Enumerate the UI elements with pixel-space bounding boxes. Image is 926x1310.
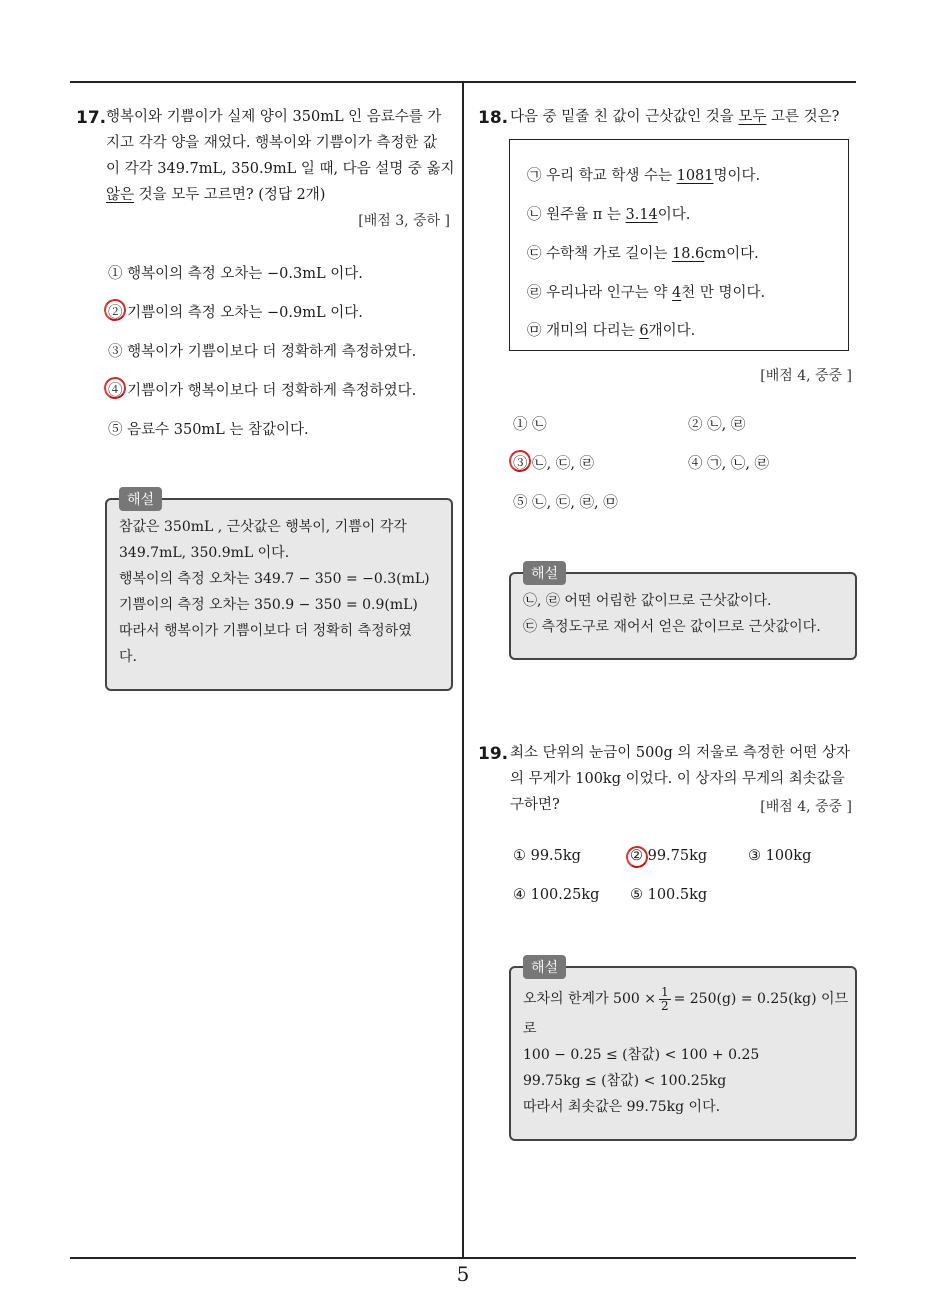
- q19-choice-1[interactable]: ① 99.5kg: [513, 848, 581, 864]
- q17-solution-line: 기쁨이의 측정 오차는 350.9 − 350 = 0.9(mL): [119, 597, 418, 613]
- q18-score: [배점 4, 중중 ]: [760, 368, 852, 384]
- q18-choice-4[interactable]: ④ ㉠, ㉡, ㉣: [688, 456, 770, 472]
- q18-choice-3[interactable]: ③ ㉡, ㉢, ㉣: [513, 456, 595, 472]
- q19-solution-line: 99.75kg ≤ (참값) < 100.25kg: [523, 1073, 727, 1089]
- q17-line-3: 이 각각 349.7mL, 350.9mL 일 때, 다음 설명 중 옳지: [106, 161, 455, 177]
- q18-choice-5[interactable]: ⑤ ㉡, ㉢, ㉣, ㉤: [513, 495, 618, 511]
- q19-solution-line: 따라서 최솟값은 99.75kg 이다.: [523, 1099, 721, 1115]
- q17-solution-line: 행복이의 측정 오차는 349.7 − 350 = −0.3(mL): [119, 571, 430, 587]
- q17-solution-tag: 해설: [119, 487, 162, 511]
- q19-solution-body: [523, 982, 849, 1120]
- q18-text-after: 고른 것은?: [766, 109, 840, 125]
- q17-solution-body: [119, 514, 441, 670]
- q18-solution-body: [523, 588, 845, 640]
- q18-number: 18.: [478, 108, 509, 128]
- q17-solution-box: [105, 492, 453, 691]
- one-half-fraction: $\frac{1}{2}$: [660, 984, 669, 1013]
- q18-statement-4: ㉣ 우리나라 인구는 약 4천 만 명이다.: [527, 285, 766, 301]
- q17-line-2: 지고 각각 양을 재었다. 행복이와 기쁨이가 측정한 값: [106, 135, 438, 151]
- q17-line-1: 행복이와 기쁨이가 실제 양이 350mL 인 음료수를 가: [106, 109, 442, 125]
- q18-solution-line: ㉢ 측정도구로 재어서 얻은 값이므로 근삿값이다.: [523, 619, 821, 635]
- q18-question-text: [510, 104, 839, 130]
- q19-solution-box: [509, 960, 857, 1141]
- q17-choice-4[interactable]: ④ 기쁨이가 행복이보다 더 정확하게 측정하였다.: [108, 383, 417, 399]
- q18-statement-2: ㉡ 원주율 π 는 3.14이다.: [527, 207, 691, 223]
- page-number: 5: [456, 1262, 470, 1286]
- q17-solution-line: 다.: [119, 649, 137, 665]
- q17-solution-line: 따라서 행복이가 기쁨이보다 더 정확히 측정하였: [119, 623, 412, 639]
- q18-statement-box: [509, 139, 849, 351]
- q19-solution-line: 로: [523, 1021, 537, 1037]
- q17-choice-5[interactable]: ⑤ 음료수 350mL 는 참값이다.: [108, 422, 309, 438]
- q19-line-1: 최소 단위의 눈금이 500g 의 저울로 측정한 어떤 상자: [510, 745, 850, 761]
- q19-choice-3[interactable]: ③ 100kg: [748, 848, 812, 864]
- q17-question-text: [106, 104, 456, 208]
- q17-score: [배점 3, 중하 ]: [358, 213, 450, 229]
- q17-line-4: [106, 182, 456, 208]
- column-divider: [462, 81, 464, 1259]
- q19-number: 19.: [478, 744, 509, 764]
- q18-choice-1[interactable]: ① ㉡: [513, 417, 547, 433]
- q19-score: [배점 4, 중중 ]: [760, 799, 852, 815]
- q17-underlined-word: 않은: [106, 187, 135, 203]
- q18-statement-1: ㉠ 우리 학교 학생 수는 1081명이다.: [527, 168, 761, 184]
- q17-solution-line: 349.7mL, 350.9mL 이다.: [119, 545, 290, 561]
- q19-line-2: 의 무게가 100kg 이었다. 이 상자의 무게의 최솟값을: [510, 771, 845, 787]
- q17-line-4-rest: 것을 모두 고르면? (정답 2개): [134, 187, 326, 203]
- q19-choice-2[interactable]: ② 99.75kg: [630, 848, 708, 864]
- q18-solution-line: ㉡, ㉣ 어떤 어림한 값이므로 근삿값이다.: [523, 593, 772, 609]
- q18-underlined-word: 모두: [738, 109, 767, 125]
- q19-line-3: 구하면?: [510, 797, 560, 813]
- q17-number: 17.: [76, 108, 107, 128]
- q17-choice-3[interactable]: ③ 행복이가 기쁨이보다 더 정확하게 측정하였다.: [108, 344, 417, 360]
- q18-statement-5: ㉤ 개미의 다리는 6개이다.: [527, 323, 696, 339]
- q19-choice-4[interactable]: ④ 100.25kg: [513, 887, 600, 903]
- q18-statement-3: ㉢ 수학책 가로 길이는 18.6cm이다.: [527, 246, 759, 262]
- q19-solution-tag: 해설: [523, 955, 566, 979]
- q18-text-before: 다음 중 밑줄 친 값이 근삿값인 것을: [510, 109, 739, 125]
- q18-solution-box: [509, 566, 857, 660]
- q18-solution-tag: 해설: [523, 561, 566, 585]
- q18-choice-2[interactable]: ② ㉡, ㉣: [688, 417, 746, 433]
- q17-solution-line: 참값은 350mL , 근삿값은 행복이, 기쁨이 각각: [119, 519, 407, 535]
- q17-choice-2[interactable]: ② 기쁨이의 측정 오차는 −0.9mL 이다.: [108, 305, 363, 321]
- bottom-rule: [70, 1257, 856, 1259]
- q19-choice-5[interactable]: ⑤ 100.5kg: [630, 887, 708, 903]
- q19-solution-first-line: 오차의 한계가 500 × $\frac{1}{2}$ = 250(g) = 0.25(kg) 이므: [523, 984, 849, 1013]
- q19-solution-line: 100 − 0.25 ≤ (참값) < 100 + 0.25: [523, 1047, 760, 1063]
- q17-choice-1[interactable]: ① 행복이의 측정 오차는 −0.3mL 이다.: [108, 266, 363, 282]
